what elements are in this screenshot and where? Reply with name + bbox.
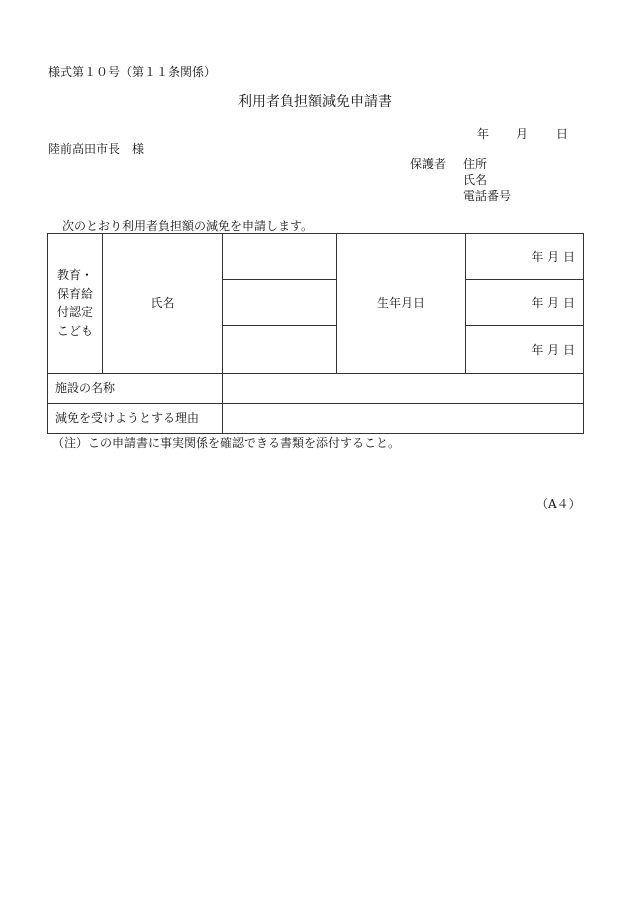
form-title: 利用者負担額減免申請書 [238, 94, 392, 110]
facility-name-field[interactable] [223, 373, 584, 403]
birthdate-field-3[interactable]: 年 月 日 [466, 326, 584, 373]
facility-row [48, 373, 584, 403]
guardian-name-label: 氏名 [463, 173, 488, 187]
subject-child-label [57, 266, 93, 340]
reason-row [48, 403, 584, 433]
addressee: 陸前高田市長 様 [48, 142, 145, 156]
child-row [48, 234, 584, 280]
birthdate-field-2[interactable]: 年 月 日 [466, 280, 584, 326]
name-header: 氏名 [103, 234, 223, 374]
child-name-field-1[interactable] [223, 234, 337, 280]
child-name-field-3[interactable] [223, 326, 337, 373]
guardian-address-label: 住所 [463, 157, 488, 171]
reduction-reason-label: 減免を受けようとする理由 [48, 403, 223, 433]
birthdate-field-1[interactable]: 年 月 日 [466, 234, 584, 280]
subject-label-line: こども [56, 323, 93, 338]
subject-label-line: 保育給 [56, 286, 93, 301]
subject-child-label-cell [48, 234, 103, 374]
facility-name-label: 施設の名称 [48, 373, 223, 403]
reduction-reason-field[interactable] [223, 403, 584, 433]
date-day-label: 日 [556, 127, 569, 141]
date-month-label: 月 [516, 127, 529, 141]
attachment-note: （注）この申請書に事実関係を確認できる書類を添付すること。 [52, 436, 401, 450]
subject-label-line: 付認定 [56, 305, 93, 320]
intro-text: 次のとおり利用者負担額の減免を申請します。 [62, 219, 314, 233]
application-table [47, 233, 584, 434]
child-name-field-2[interactable] [223, 280, 337, 326]
form-number: 様式第１０号（第１１条関係） [48, 65, 217, 79]
subject-label-line: 教育・ [56, 268, 93, 283]
paper-size-label: （A４） [536, 497, 581, 511]
guardian-phone-label: 電話番号 [463, 189, 512, 203]
birthdate-header: 生年月日 [337, 234, 466, 374]
guardian-label: 保護者 [410, 157, 447, 171]
date-year-label: 年 [477, 127, 490, 141]
